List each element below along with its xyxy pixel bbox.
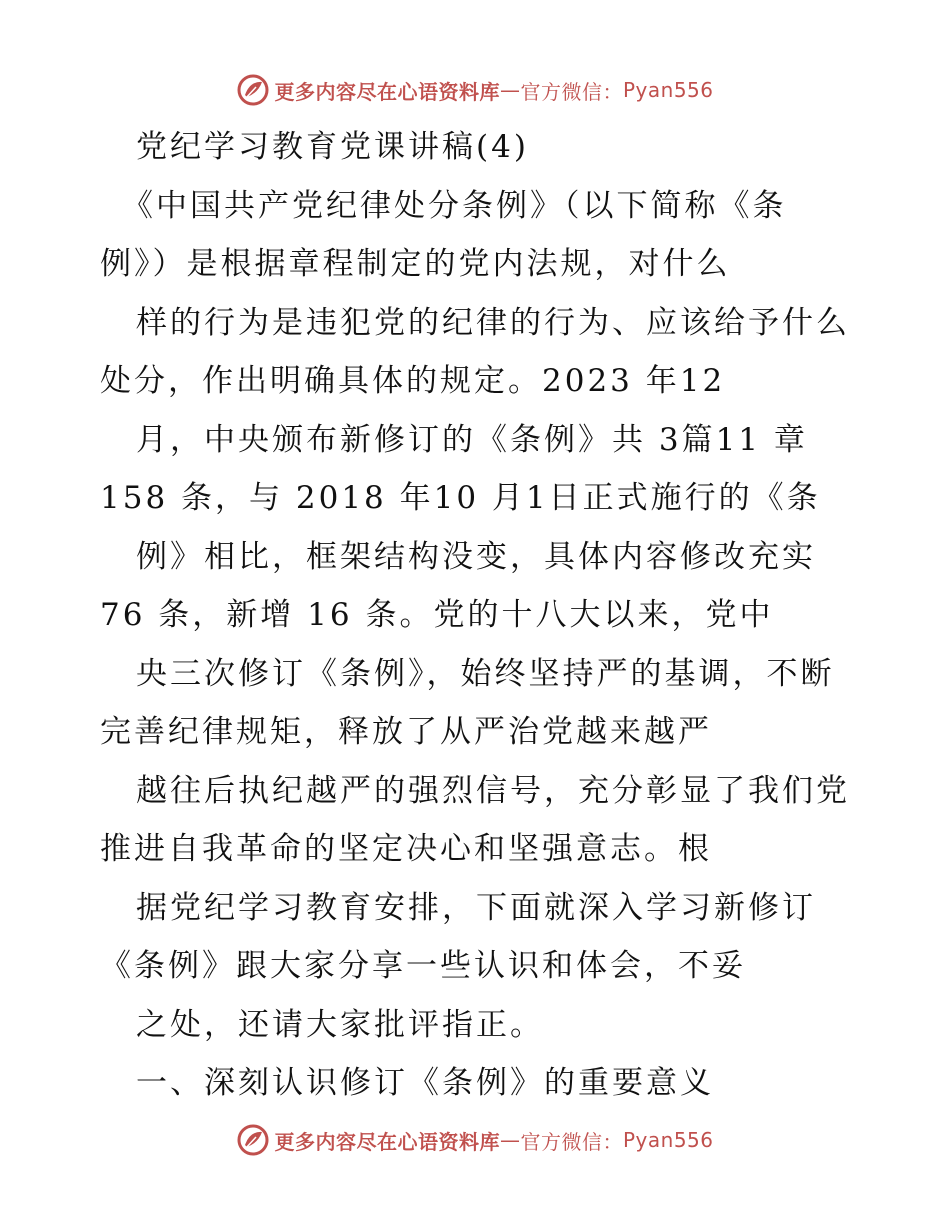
paragraph-line: 越往后执纪越严的强烈信号，充分彰显了我们党 [136, 773, 850, 809]
document-title: 党纪学习教育党课讲稿(4) [136, 129, 529, 165]
watermark-wechat-id: Pyan556 [622, 1128, 714, 1152]
paragraph-line: 央三次修订《条例》，始终坚持严的基调，不断 [136, 656, 835, 692]
watermark-footer [0, 1120, 950, 1160]
paragraph-line: 月，中央颁布新修订的《条例》共 3篇11 章 [136, 422, 808, 458]
paragraph-line: 完善纪律规矩，释放了从严治党越来越严 [100, 714, 712, 750]
paragraph-line: 处分，作出明确具体的规定。2023 年12 [100, 363, 726, 399]
watermark-dash: — [499, 1128, 521, 1152]
watermark-wechat-label: 官方微信： [520, 79, 623, 104]
paragraph-line: 之处，还请大家批评指正。 [136, 1007, 544, 1043]
paragraph-line: 158 条，与 2018 年10 月1日正式施行的《条 [100, 480, 821, 516]
section-heading: 一、深刻认识修订《条例》的重要意义 [136, 1065, 714, 1101]
paragraph-line: 《中国共产党纪律处分条例》（以下简称《条 [122, 188, 787, 224]
paragraph-line: 据党纪学习教育安排，下面就深入学习新修订 [136, 890, 816, 926]
watermark-wechat-id: Pyan556 [622, 78, 714, 102]
paragraph-line: 76 条，新增 16 条。党的十八大以来，党中 [100, 597, 774, 633]
watermark-dash: — [499, 78, 521, 102]
paragraph-line: 样的行为是违犯党的纪律的行为、应该给予什么 [136, 305, 850, 341]
paragraph-line: 《条例》跟大家分享一些认识和体会，不妥 [100, 948, 746, 984]
leaf-seal-icon [236, 1123, 270, 1157]
watermark-wechat-label: 官方微信： [520, 1129, 623, 1154]
paragraph-line: 推进自我革命的坚定决心和坚强意志。根 [100, 831, 712, 867]
paragraph-line: 例》）是根据章程制定的党内法规，对什么 [100, 246, 731, 282]
watermark-main-text: 更多内容尽在心语资料库 [274, 1129, 500, 1154]
watermark-main-text: 更多内容尽在心语资料库 [274, 79, 500, 104]
paragraph-line: 例》相比，框架结构没变，具体内容修改充实 [136, 539, 816, 575]
